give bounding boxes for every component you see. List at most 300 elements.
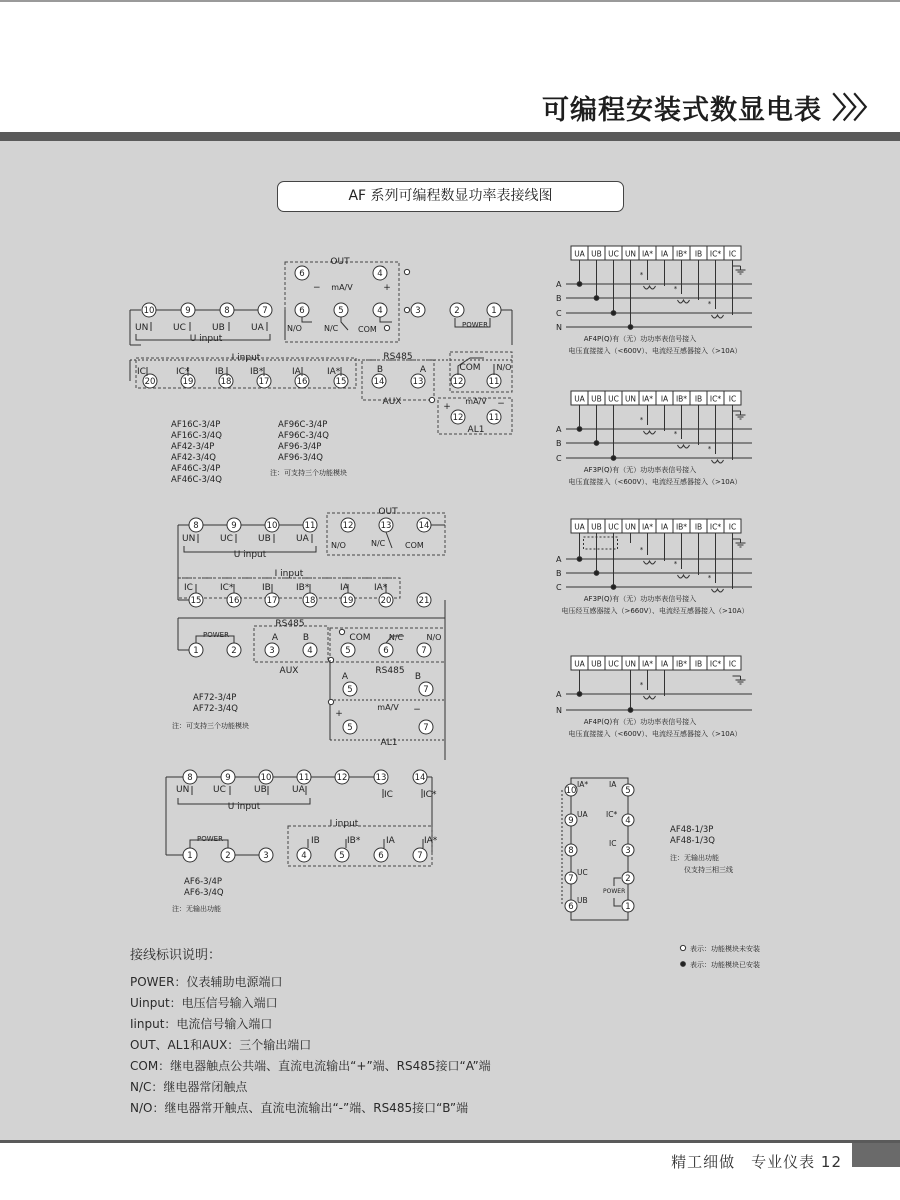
- terminal-label: 14: [373, 377, 385, 387]
- label: N/O: [496, 363, 512, 372]
- label: UB: [212, 323, 225, 333]
- terminal-label: 1: [625, 902, 631, 912]
- terminal-strip-label: UB: [591, 522, 602, 532]
- terminal-strip-label: IA: [660, 522, 669, 532]
- label: UC: [213, 785, 226, 795]
- terminal-strip-label: IA*: [641, 522, 654, 532]
- legend-item: COM：继电器触点公共端、直流电流输出“+”端、RS485接口“A”端: [130, 1059, 491, 1073]
- terminal-label: 17: [266, 596, 278, 606]
- label: AF96C-3/4P: [278, 420, 328, 430]
- terminal-label: 10: [565, 786, 577, 796]
- label: IA*: [424, 836, 438, 846]
- terminal-label: 4: [307, 646, 313, 656]
- terminal-label: 10: [266, 521, 278, 531]
- terminal-label: 1: [193, 646, 199, 656]
- label: IB: [262, 583, 271, 593]
- wire: [614, 878, 621, 886]
- label: N/C: [324, 324, 339, 333]
- polarity-mark: *: [639, 416, 644, 424]
- chevron-right-icon: 〉〉〉: [831, 91, 878, 125]
- filled-dot-icon: [594, 441, 599, 446]
- label: IA*: [577, 780, 589, 789]
- terminal-label: 12: [342, 521, 354, 531]
- label: B: [376, 365, 384, 375]
- terminal-strip-label: UA: [574, 659, 585, 669]
- terminal-strip-label: UB: [591, 394, 602, 404]
- terminal-label: 11: [488, 377, 500, 387]
- terminal-label: 4: [377, 306, 383, 316]
- label: 注：可支持三个功能模块: [172, 722, 249, 730]
- label: 注：无输出功能: [172, 905, 221, 913]
- terminal-label: 13: [380, 521, 392, 531]
- terminal-label: 6: [378, 851, 384, 861]
- ct-coil: [678, 575, 690, 578]
- label: POWER: [603, 888, 626, 895]
- footer-block: [852, 1143, 900, 1167]
- terminal-label: 4: [377, 269, 383, 279]
- wire: [341, 317, 348, 330]
- phase-label: C: [556, 309, 562, 318]
- label: N/O: [331, 541, 346, 550]
- label: AF48-1/3P: [670, 825, 714, 835]
- label: UN: [182, 534, 196, 544]
- terminal-strip-label: UB: [591, 659, 602, 669]
- open-dot-icon: [404, 307, 409, 312]
- terminal-label: 7: [421, 646, 427, 656]
- terminal-label: 2: [231, 646, 237, 656]
- label: IA: [292, 367, 301, 377]
- phase-label: B: [556, 294, 562, 303]
- label: RS485: [275, 619, 305, 629]
- terminal-label: 1: [187, 851, 193, 861]
- polarity-mark: *: [707, 300, 712, 308]
- filled-dot-icon: [577, 557, 582, 562]
- terminal-strip-label: IB: [694, 249, 703, 259]
- caption: AF3P(Q)有（无）功功率表信号接入: [583, 466, 697, 474]
- label: POWER: [197, 835, 223, 843]
- label: IC*: [423, 790, 437, 800]
- label: +: [383, 283, 391, 293]
- label: OUT: [330, 257, 350, 267]
- ct-coil: [678, 300, 690, 303]
- terminal-strip-label: UA: [574, 394, 585, 404]
- filled-dot-icon: [577, 282, 582, 287]
- label: AF48-1/3Q: [670, 836, 715, 846]
- terminal-strip-label: IC*: [709, 659, 722, 669]
- phase-label: B: [556, 439, 562, 448]
- label: IA: [386, 836, 395, 846]
- phase-label: A: [556, 555, 562, 564]
- terminal-strip-label: UN: [624, 522, 637, 532]
- open-dot-icon: [328, 657, 333, 662]
- terminal-strip-label: UN: [624, 394, 637, 404]
- terminal-label: 3: [269, 646, 275, 656]
- wire: [302, 317, 312, 322]
- label: AF6-3/4Q: [184, 888, 224, 898]
- terminal-strip-label: IC: [728, 659, 737, 669]
- polarity-mark: *: [707, 445, 712, 453]
- label: −: [313, 283, 321, 293]
- label: AL1: [467, 425, 485, 435]
- filled-dot-icon: [611, 456, 616, 461]
- module-outline: [178, 578, 400, 598]
- label: IB: [215, 367, 224, 377]
- caption: 电压经互感器接入（>660V）、电流经互感器接入（>10A）: [561, 607, 749, 615]
- filled-dot-icon: [577, 427, 582, 432]
- label: AF96-3/4Q: [278, 453, 323, 463]
- label: UN: [176, 785, 190, 795]
- label: IB*: [250, 367, 264, 377]
- wire: [614, 898, 621, 906]
- terminal-strip-label: IC*: [709, 522, 722, 532]
- terminal-strip-label: UN: [624, 659, 637, 669]
- label: IC: [184, 583, 193, 593]
- module-outline: [254, 626, 328, 662]
- label: AF96C-3/4Q: [278, 431, 329, 441]
- phase-label: C: [556, 583, 562, 592]
- terminal-label: 9: [185, 306, 191, 316]
- label: N/O: [426, 633, 442, 642]
- open-dot-icon: [680, 945, 685, 950]
- filled-dot-icon: [594, 571, 599, 576]
- polarity-mark: *: [673, 430, 678, 438]
- terminal-label: 5: [339, 851, 345, 861]
- label: +: [443, 402, 451, 412]
- diagram-title: AF 系列可编程数显功率表接线图: [277, 181, 624, 212]
- filled-dot-icon: [611, 585, 616, 590]
- label: AF16C-3/4Q: [171, 431, 222, 441]
- caption: AF3P(Q)有（无）功功率表信号接入: [583, 595, 697, 603]
- terminal-strip-label: IA*: [641, 394, 654, 404]
- caption: 电压直接接入（<600V）、电流经互感器接入（>10A）: [568, 730, 742, 738]
- terminal-label: 4: [301, 851, 307, 861]
- terminal-strip-label: UA: [574, 522, 585, 532]
- label: IB: [311, 836, 320, 846]
- label: B: [414, 672, 422, 682]
- label: AL1: [380, 738, 398, 748]
- label: UN: [135, 323, 149, 333]
- label: UB: [254, 785, 267, 795]
- terminal-label: 5: [625, 786, 631, 796]
- terminal-label: 7: [568, 874, 574, 884]
- label: POWER: [462, 321, 488, 329]
- terminal-label: 2: [454, 306, 460, 316]
- terminal-label: 11: [298, 773, 310, 783]
- open-dot-icon: [429, 397, 434, 402]
- label: AF72-3/4Q: [193, 704, 238, 714]
- label: mA/V: [331, 283, 353, 292]
- terminal-label: 10: [260, 773, 272, 783]
- label: −: [497, 399, 505, 409]
- signal-diagram-af3p-direct: [556, 391, 752, 486]
- terminal-label: 6: [568, 902, 574, 912]
- terminal-strip-label: IC: [728, 522, 737, 532]
- terminal-label: 18: [304, 596, 316, 606]
- terminal-strip-label: IC: [728, 249, 737, 259]
- terminal-label: 13: [375, 773, 387, 783]
- module-outline: [288, 826, 432, 866]
- label: +: [335, 709, 343, 719]
- terminal-strip-label: IC: [728, 394, 737, 404]
- label: 表示：功能模块未安装: [690, 945, 760, 953]
- terminal-label: 8: [224, 306, 230, 316]
- filled-dot-icon: [594, 296, 599, 301]
- label: UA: [251, 323, 264, 333]
- label: IC*: [606, 810, 618, 819]
- legend-item: OUT、AL1和AUX：三个输出端口: [130, 1038, 312, 1052]
- terminal-strip-label: IB: [694, 522, 703, 532]
- phase-label: B: [556, 569, 562, 578]
- caption: 电压直接接入（<600V）、电流经互感器接入（>10A）: [568, 478, 742, 486]
- terminal-label: 12: [452, 377, 464, 387]
- terminal-label: 1: [491, 306, 497, 316]
- terminal-label: 5: [347, 723, 353, 733]
- terminal-strip-label: IA: [660, 394, 669, 404]
- label: COM: [349, 633, 371, 643]
- filled-dot-icon: [628, 325, 633, 330]
- label: IC: [609, 839, 617, 848]
- terminal-strip-label: IB*: [675, 249, 688, 259]
- label: UC: [577, 868, 588, 877]
- open-dot-icon: [339, 629, 344, 634]
- legend-item: Uinput：电压信号输入端口: [130, 996, 278, 1010]
- filled-dot-icon: [628, 708, 633, 713]
- ct-coil: [712, 589, 724, 592]
- filled-dot-icon: [681, 962, 686, 967]
- label: 仪支持三相三线: [684, 866, 733, 874]
- terminal-label: 3: [625, 846, 631, 856]
- terminal-label: 5: [347, 685, 353, 695]
- label: A: [419, 365, 427, 375]
- terminal-label: 19: [182, 377, 194, 387]
- terminal-strip-label: IC*: [709, 249, 722, 259]
- terminal-label: 8: [568, 846, 574, 856]
- footer-slogan-text: 精工细做 专业仪表: [671, 1153, 816, 1171]
- pt-transformer: [584, 537, 618, 549]
- ct-coil: [644, 286, 656, 289]
- label: A: [341, 672, 349, 682]
- terminal-label: 17: [258, 377, 270, 387]
- label: I input: [231, 353, 261, 363]
- filled-dot-icon: [611, 311, 616, 316]
- phase-label: A: [556, 690, 562, 699]
- legend-item: N/O：继电器常开触点、直流电流输出“-”端、RS485接口“B”端: [130, 1101, 469, 1115]
- label: UA: [577, 810, 588, 819]
- phase-label: A: [556, 425, 562, 434]
- label: UC: [220, 534, 233, 544]
- terminal-strip-label: IB*: [675, 394, 688, 404]
- label: COM: [358, 325, 377, 334]
- ct-coil: [644, 561, 656, 564]
- open-dot-icon: [328, 699, 333, 704]
- terminal-label: 9: [225, 773, 231, 783]
- label: IC*: [176, 367, 190, 377]
- label: IB*: [296, 583, 310, 593]
- label: B: [302, 633, 310, 643]
- label: AF46C-3/4P: [171, 464, 221, 474]
- label: IA: [609, 780, 617, 789]
- signal-diagram-af3p-pt: [556, 519, 752, 615]
- diagram-af6: [166, 770, 438, 913]
- signal-diagram-af4p: [556, 246, 752, 355]
- wiring-legend: [130, 944, 491, 1119]
- terminal-label: 7: [423, 685, 429, 695]
- signal-diagram-af4p-single: [556, 656, 752, 738]
- terminal-strip-label: IA*: [641, 249, 654, 259]
- terminal-strip-label: UC: [608, 659, 619, 669]
- label: COM: [405, 541, 424, 550]
- ct-coil: [644, 696, 656, 699]
- label: A: [271, 633, 279, 643]
- label: I input: [329, 819, 359, 829]
- legend-heading: 接线标识说明：: [130, 948, 222, 963]
- page-number: 12: [820, 1153, 842, 1171]
- terminal-label: 7: [262, 306, 268, 316]
- ct-coil: [712, 315, 724, 318]
- label: N/C: [371, 539, 386, 548]
- label: −: [413, 705, 421, 715]
- terminal-label: 19: [342, 596, 354, 606]
- phase-label: A: [556, 280, 562, 289]
- terminal-label: 12: [336, 773, 348, 783]
- label: UB: [258, 534, 271, 544]
- label: U input: [227, 802, 261, 812]
- terminal-label: 12: [452, 413, 464, 423]
- caption: AF4P(Q)有（无）功功率表信号接入: [583, 718, 697, 726]
- terminal-label: 2: [225, 851, 231, 861]
- label: IA*: [327, 367, 341, 377]
- terminal-label: 5: [345, 646, 351, 656]
- open-dot-icon: [404, 269, 409, 274]
- terminal-label: 3: [263, 851, 269, 861]
- terminal-label: 7: [417, 851, 423, 861]
- terminal-label: 15: [190, 596, 202, 606]
- terminal-label: 6: [383, 646, 389, 656]
- label: U input: [233, 550, 267, 560]
- label: UA: [296, 534, 309, 544]
- caption: AF4P(Q)有（无）功功率表信号接入: [583, 335, 697, 343]
- polarity-mark: *: [673, 560, 678, 568]
- terminal-strip-label: IB*: [675, 659, 688, 669]
- ct-coil: [644, 431, 656, 434]
- label: AF46C-3/4Q: [171, 475, 222, 485]
- label: RS485: [383, 352, 413, 362]
- polarity-mark: *: [639, 546, 644, 554]
- label: POWER: [203, 631, 229, 639]
- label: 注：可支持三个功能模块: [270, 469, 347, 477]
- label: OUT: [378, 507, 398, 517]
- label: AUX: [382, 397, 402, 407]
- label: AF72-3/4P: [193, 693, 237, 703]
- terminal-label: 4: [625, 816, 631, 826]
- polarity-mark: *: [639, 271, 644, 279]
- label: RS485: [375, 666, 405, 676]
- label: AF96-3/4P: [278, 442, 322, 452]
- terminal-label: 7: [423, 723, 429, 733]
- label: AF6-3/4P: [184, 877, 222, 887]
- label: U input: [189, 334, 223, 344]
- footer-bar: [0, 1140, 900, 1143]
- terminal-label: 10: [143, 306, 155, 316]
- label: UC: [173, 323, 186, 333]
- open-dot-icon: [384, 325, 389, 330]
- label: IA: [340, 583, 349, 593]
- terminal-label: 8: [187, 773, 193, 783]
- terminal-strip-label: UB: [591, 249, 602, 259]
- terminal-label: 11: [304, 521, 316, 531]
- label: mA/V: [465, 397, 487, 406]
- legend-item: N/C：继电器常闭触点: [130, 1080, 248, 1094]
- terminal-label: 8: [193, 521, 199, 531]
- terminal-strip-label: IA: [660, 659, 669, 669]
- terminal-label: 6: [299, 269, 305, 279]
- phase-label: C: [556, 454, 562, 463]
- terminal-label: 3: [415, 306, 421, 316]
- terminal-strip-label: IC*: [709, 394, 722, 404]
- wire: [386, 532, 392, 548]
- terminal-strip-label: UA: [574, 249, 585, 259]
- legend-item: Iinput：电流信号输入端口: [130, 1017, 273, 1031]
- label: 注：无输出功能: [670, 854, 719, 862]
- label: AF16C-3/4P: [171, 420, 221, 430]
- terminal-strip-label: UN: [624, 249, 637, 259]
- ct-coil: [678, 445, 690, 448]
- terminal-strip-label: IA: [660, 249, 669, 259]
- terminal-label: 2: [625, 874, 631, 884]
- terminal-strip-label: UC: [608, 249, 619, 259]
- phase-label: N: [556, 323, 562, 332]
- terminal-label: 20: [380, 596, 392, 606]
- label: N/O: [287, 324, 302, 333]
- terminal-label: 14: [414, 773, 426, 783]
- diagram-af16c-af96: [130, 257, 512, 485]
- label: AF42-3/4Q: [171, 453, 216, 463]
- terminal-strip-label: IB*: [675, 522, 688, 532]
- terminal-label: 9: [231, 521, 237, 531]
- terminal-label: 6: [299, 306, 305, 316]
- label: AF42-3/4P: [171, 442, 215, 452]
- terminal-label: 16: [228, 596, 240, 606]
- terminal-label: 5: [338, 306, 344, 316]
- terminal-label: 20: [144, 377, 156, 387]
- diagram-af72: [172, 507, 445, 760]
- terminal-label: 14: [418, 521, 430, 531]
- terminal-label: 21: [418, 596, 430, 606]
- caption: 电压直接接入（<600V）、电流经互感器接入（>10A）: [568, 347, 742, 355]
- phase-label: N: [556, 706, 562, 715]
- polarity-mark: *: [673, 285, 678, 293]
- label: mA/V: [377, 703, 399, 712]
- terminal-label: 15: [335, 377, 347, 387]
- terminal-label: 11: [488, 413, 500, 423]
- label: IB*: [347, 836, 361, 846]
- label: UB: [577, 896, 588, 905]
- terminal-strip-label: IA*: [641, 659, 654, 669]
- polarity-mark: *: [639, 681, 644, 689]
- page-title: 可编程安装式数显电表: [542, 95, 822, 126]
- label: IC: [384, 790, 393, 800]
- terminal-strip-label: UC: [608, 394, 619, 404]
- symbol-key: [680, 944, 760, 969]
- label: N/C: [388, 633, 404, 642]
- label: IC*: [220, 583, 234, 593]
- polarity-mark: *: [707, 574, 712, 582]
- wire: [380, 317, 392, 322]
- terminal-label: 16: [296, 377, 308, 387]
- ct-coil: [712, 460, 724, 463]
- label: I input: [274, 569, 304, 579]
- diagram-af48: [562, 778, 733, 920]
